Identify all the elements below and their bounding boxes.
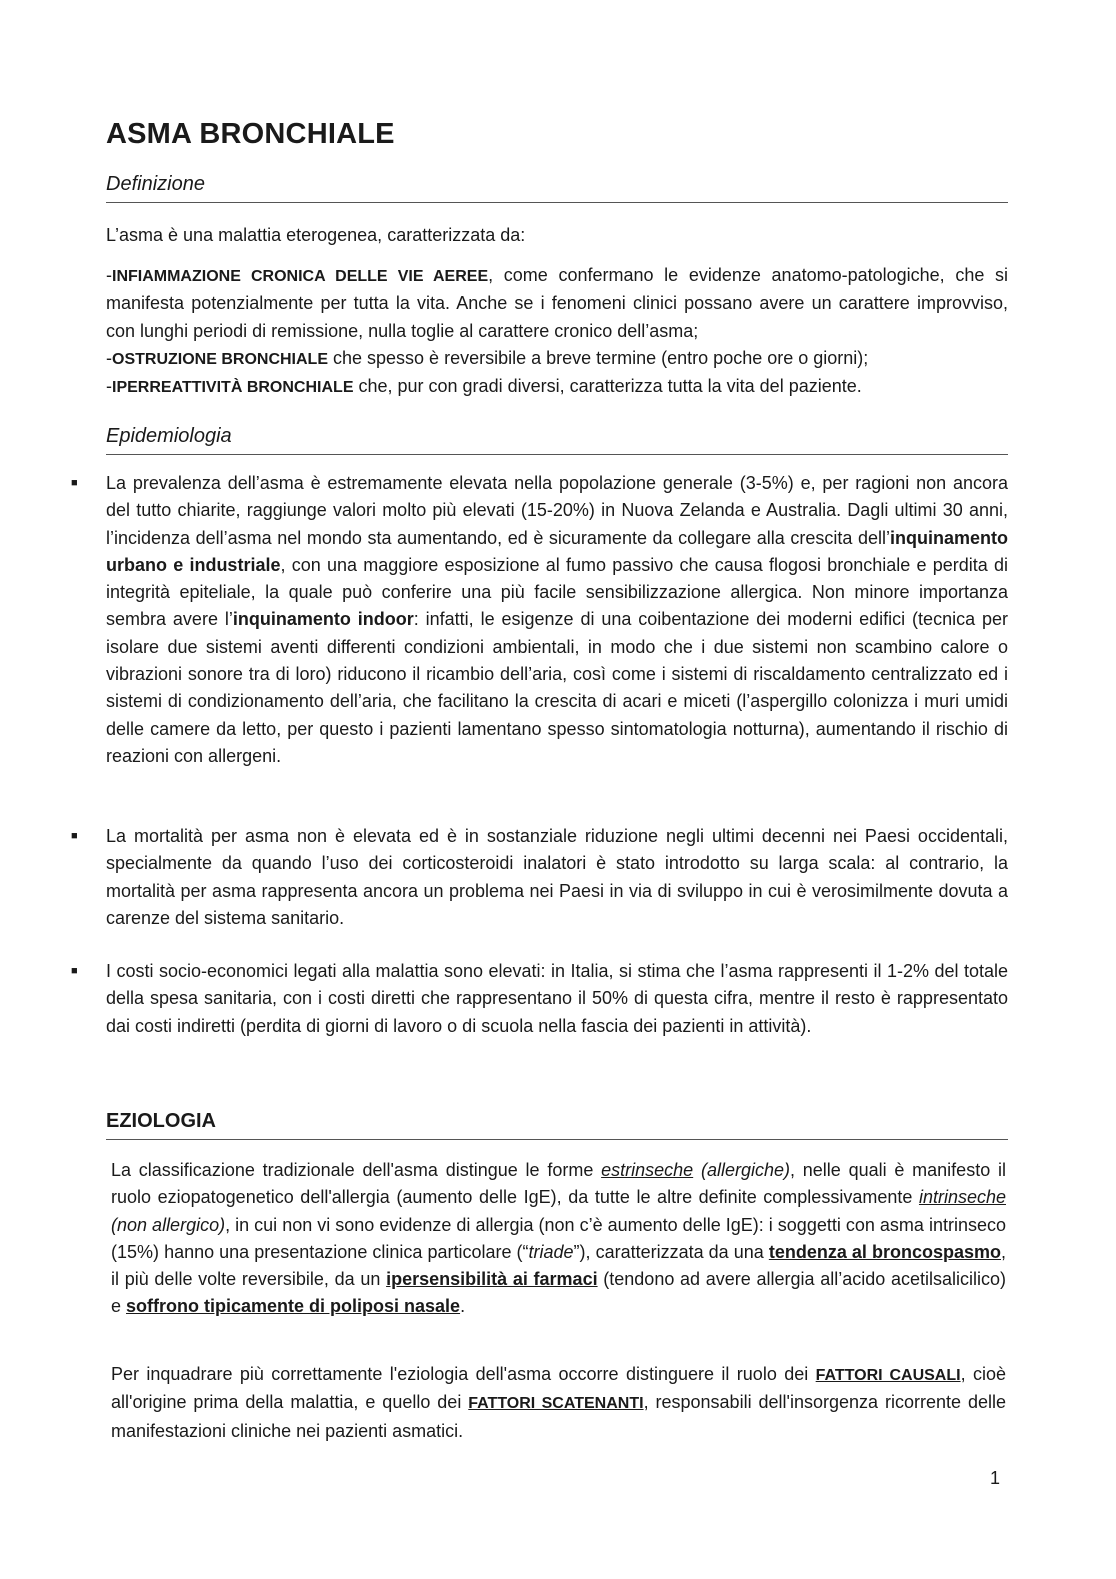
epi-b1-part1: La prevalenza dell’asma è estremamente elevata nella popolazione generale (3-5%) e, per ragioni non ancora del tutto chiarite, raggiunge valori molto più elevati (15-20%) in Nuova Zelanda e Australia. Dagli ultimi 30 anni, l’incidenza dell’asma nel mondo sta aumentando, ed è sicuramente da collegare alla crescita dell’: [106, 473, 1008, 548]
ez-p2-b: , cioè all'origine prima della malattia, e quello dei: [111, 1364, 1007, 1413]
epidemiologia-bullet-1: [106, 470, 1008, 770]
def-item3-text: che, pur con gradi diversi, caratterizza tutta la vita del paziente.: [353, 376, 862, 397]
ez-p1-b: , nelle quali è manifesto il ruolo eziopatogenetico dell'allergia (aumento delle IgE), da tutte le altre definite complessivamente: [111, 1160, 1006, 1208]
bullet-icon: ■: [71, 830, 78, 842]
ez-p1-allergiche: (allergiche): [693, 1160, 790, 1180]
def-item3-prefix: -: [106, 376, 112, 397]
ez-p1-soffrono: soffrono tipicamente di poliposi nasale: [126, 1296, 461, 1317]
ez-p1-ipersensibilita: ipersensibilità ai farmaci: [386, 1269, 598, 1290]
epidemiologia-heading-text: Epidemiologia: [106, 425, 232, 447]
def-item2-text: che spesso è reversibile a breve termine (entro poche ore o giorni);: [328, 347, 869, 368]
ez-p1-a: La classificazione tradizionale dell'asma distingue le forme: [111, 1160, 602, 1180]
page-number: 1: [990, 1468, 1001, 1488]
ez-p1-d: ”), caratterizzata da una: [573, 1241, 769, 1262]
ez-p1-c: , in cui non vi sono evidenze di allergia (non c’è aumento delle IgE): i soggetti con asma intrinseco (15%) hanno una presentazione clinica particolare (“: [111, 1214, 1006, 1262]
def-item2-prefix: -: [106, 347, 112, 368]
def-item1-prefix: -: [106, 265, 112, 285]
ez-p1-intrinseche: intrinseche: [918, 1187, 1006, 1208]
def-item2-caps: OSTRUZIONE BRONCHIALE: [112, 350, 328, 368]
ez-p1-f: (tendono ad avere allergia all’acido acetilsalicilico) e: [111, 1269, 1007, 1317]
definizione-list: [106, 262, 1008, 401]
ez-p1-triade: triade: [528, 1241, 574, 1262]
bullet-icon: ■: [71, 965, 78, 977]
epidemiologia-heading: [106, 425, 1008, 455]
ez-p1-tendenza: tendenza al broncospasmo: [768, 1241, 1001, 1262]
ez-p1-g: .: [460, 1296, 466, 1317]
epi-b1-bold1: inquinamento urbano e industriale: [106, 527, 1008, 575]
definizione-heading: [106, 173, 1008, 203]
def-item1-caps: INFIAMMAZIONE CRONICA DELLE VIE AEREE: [112, 268, 489, 285]
page-title: ASMA BRONCHIALE: [106, 118, 395, 150]
epi-b1-part3: : infatti, le esigenze di una coibentazione dei moderni edifici (tecnica per isolare due sistemi aventi differenti condizioni ambientali, in modo che i due sistemi non scambino calore o vibrazioni sonore tra di loro) riducono il ricambio dell’aria, così come i sistemi di riscaldamento centralizzato ed i sistemi di condizionamento dell’aria, che facilitano la crescita di acari e miceti (l’aspergillo colonizza i muri umidi delle camere da letto, per questo i pazienti lamentano spesso sintomatologia notturna), aumentando il rischio di reazioni con allergeni.: [106, 609, 1009, 766]
definizione-intro: L’asma è una malattia eterogenea, caratterizzata da:: [106, 225, 526, 245]
eziologia-paragraph-1: [111, 1157, 1006, 1321]
eziologia-paragraph-2: [111, 1361, 1006, 1445]
eziologia-heading-text: EZIOLOGIA: [106, 1110, 216, 1132]
ez-p1-estrinseche: estrinseche: [601, 1160, 694, 1180]
epidemiologia-bullet-2: La mortalità per asma non è elevata ed è in sostanziale riduzione negli ultimi decenni nei Paesi occidentali, specialmente da quando l’uso dei corticosteroidi inalatori è stato introdotto su larga scala: al contrario, la mortalità per asma rappresenta ancora un problema nei Paesi in via di sviluppo in cui è verosimilmente dovuta a carenze del sistema sanitario.: [106, 826, 1008, 928]
epi-b1-part2: , con una maggiore esposizione al fumo passivo che causa flogosi bronchiale e perdita di integrità epiteliale, la quale può conferire una più facile sensibilizzazione allergica. Non minore importanza sembra avere l’: [106, 554, 1009, 630]
ez-p2-fattori-scatenanti: FATTORI SCATENANTI: [468, 1395, 644, 1413]
ez-p1-non-allergico: (non allergico): [111, 1214, 226, 1235]
ez-p2-a: Per inquadrare più correttamente l'eziologia dell'asma occorre distinguere il ruolo dei: [111, 1364, 816, 1384]
def-item3-caps: IPERREATTIVITÀ BRONCHIALE: [112, 379, 354, 397]
epi-b1-bold2: inquinamento indoor: [232, 609, 414, 630]
epidemiologia-bullet-3: I costi socio-economici legati alla malattia sono elevati: in Italia, si stima che l’asma rappresenti il 1-2% del totale della spesa sanitaria, con i costi diretti che rappresentano il 50% di questa cifra, mentre il resto è rappresentato dai costi indiretti (perdita di giorni di lavoro o di scuola nella fascia dei pazienti in attività).: [106, 961, 1008, 1036]
def-item1-text: , come confermano le evidenze anatomo-patologiche, che si manifesta potenzialmente per tutta la vita. Anche se i fenomeni clinici possano avere un carattere improvviso, con lunghi periodi di remissione, nulla toglie al carattere cronico dell’asma;: [106, 265, 1008, 341]
ez-p2-fattori-causali: FATTORI CAUSALI: [815, 1367, 961, 1384]
ez-p2-c: , responsabili dell'insorgenza ricorrente delle manifestazioni cliniche nei pazienti asmatici.: [111, 1392, 1006, 1441]
eziologia-heading: [106, 1110, 1008, 1140]
definizione-heading-text: Definizione: [106, 173, 205, 195]
bullet-icon: ■: [71, 477, 78, 489]
ez-p1-e: , il più delle volte reversibile, da un: [111, 1241, 1006, 1290]
